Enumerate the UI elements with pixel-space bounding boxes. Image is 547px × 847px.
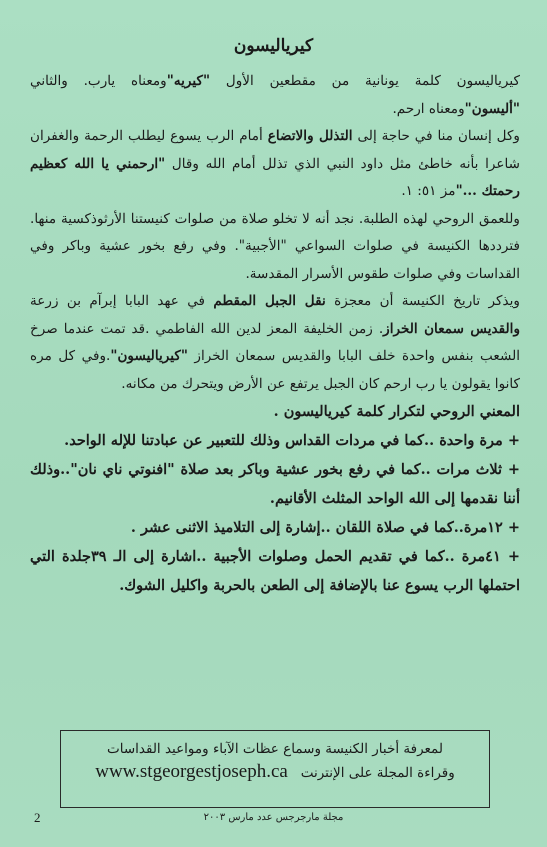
list-item: + ثلاث مرات ..كما في رفع بخور عشية وباكر بعد صلاة "افنوتي ناي نان"..وذلك أننا نقدمها إلى الله الواحد المثلث الأقانيم. — [30, 460, 520, 507]
section-heading: المعني الروحي لتكرار كلمة كيرياليسون . — [273, 403, 520, 420]
p4-text-1: ويذكر تاريخ الكنيسة أن معجزة — [325, 293, 520, 309]
p4-text-2: في عهد البابا إبرآم بن زرعة — [30, 293, 214, 309]
website-url-link[interactable]: www.stgeorgestjoseph.ca — [95, 761, 288, 782]
p1-text-3: ومعناه ارحم. — [392, 100, 465, 117]
p1-bold-eleison: "أليسون" — [464, 100, 520, 117]
p4-bold-kyrieleison: "كيرياليسون" — [110, 348, 188, 364]
paragraph-4 — [30, 288, 520, 398]
magazine-footer: مجلة مارجرجس عدد مارس ٢٠٠٣ — [203, 812, 344, 823]
p1-bold-kyrie: "كيريه" — [166, 73, 211, 89]
notice-line-2 — [61, 760, 489, 785]
p4-bold-mountain: نقل الجبل المقطم — [213, 293, 326, 309]
p1-text-2: ومعناه يارب. والثاني — [30, 73, 167, 89]
p1-text-1: كيرياليسون كلمة يونانية من مقطعين الأول — [210, 73, 520, 89]
list-item: + ٤١مرة ..كما في تقديم الحمل وصلوات الأجبية ..اشارة إلى الـ ٣٩جلدة التي احتملها الرب يسوع عنا بالإضافة إلى الطعن بالحربة واكليل الشوك. — [30, 547, 520, 594]
article-body — [30, 68, 520, 600]
p2-text-2: أمام الرب يسوع ليطلب الرحمة والغفران شاعرا بأنه خاطئ مثل داود النبي الذي تذلل أمام الله وقال — [30, 128, 520, 172]
p2-text-1: وكل إنسان منا في حاجة إلى — [352, 128, 520, 144]
list-item: + مرة واحدة ..كما في مردات القداس وذلك للتعبير عن عبادتنا للإله الواحد. — [64, 431, 520, 449]
p2-bold-humility: التذلل والاتضاع — [267, 128, 353, 144]
notice-line-2-text: وقراءة المجلة على الإنترنت — [300, 765, 455, 781]
paragraph-1 — [30, 68, 520, 123]
paragraph-3: وللعمق الروحي لهذه الطلبة. نجد أنه لا تخلو صلاة من صلوات كنيستنا الأرثوذكسية منها. فترددها الكنيسة في صلوات السواعي "الأجبية". وفي رفع بخور عشية وباكر وفي القداسات وفي صلوات طقوس الأسرار المقدسة. — [30, 210, 520, 282]
p2-bold-quote: "ارحمني يا الله كعظيم رحمتك ..." — [30, 155, 520, 199]
p4-text-3: . زمن الخليفة المعز لدين الله الفاطمي .قد تمت عندما صرخ الشعب بنفس واحدة خلف البابا والقديس سمعان الخراز — [30, 320, 520, 364]
p4-bold-simon: والقديس سمعان الخراز — [383, 320, 521, 337]
list-item: + ١٢مرة..كما في صلاة اللقان ..إشارة إلى التلاميذ الاثنى عشر . — [130, 518, 520, 536]
paragraph-2 — [30, 123, 520, 206]
p2-text-3: مز ٥١: ١. — [401, 183, 456, 199]
p4-text-4: .وفي كل مره كانوا يقولون يا رب ارحم كان الجبل يرتفع عن الأرض ويتحرك من مكانه. — [30, 348, 520, 392]
page-number: 2 — [34, 810, 41, 825]
website-notice-box — [60, 730, 490, 808]
article-title: كيرياليسون — [233, 36, 314, 56]
notice-line-1: لمعرفة أخبار الكنيسة وسماع عظات الآباء ومواعيد القداسات — [107, 741, 443, 757]
